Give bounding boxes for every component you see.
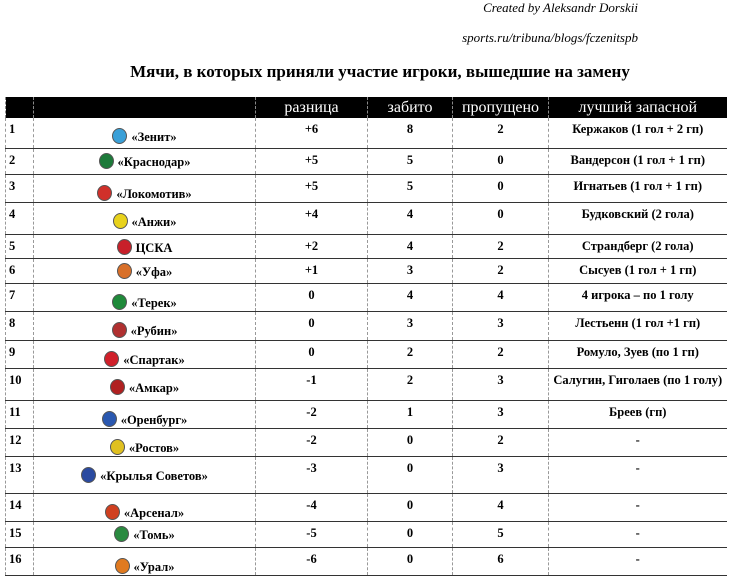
team-cell: [34, 118, 256, 148]
goals-scored: 2: [368, 368, 453, 400]
team-name: «Ростов»: [128, 440, 180, 455]
best-substitute: -: [549, 456, 727, 493]
rank: 8: [6, 311, 34, 340]
club-logo-icon: [112, 322, 127, 338]
team-name: «Локомотив»: [116, 186, 192, 201]
team-cell: [34, 493, 256, 521]
best-substitute: Лестьенн (1 гол +1 гп): [549, 311, 727, 340]
club-logo-icon: [117, 263, 132, 279]
goals-scored: 0: [368, 493, 453, 521]
team-name: «Крылья Советов»: [100, 468, 208, 483]
goals-conceded: 3: [453, 368, 549, 400]
table-row: [6, 521, 727, 547]
goal-diff: +4: [256, 202, 368, 234]
goals-conceded: 4: [453, 283, 549, 311]
table-row: [6, 258, 727, 283]
goals-conceded: 2: [453, 428, 549, 456]
team-name: «Краснодар»: [117, 154, 191, 169]
team-cell: [34, 311, 256, 340]
rank: 11: [6, 400, 34, 428]
goals-scored: 3: [368, 311, 453, 340]
best-substitute: Страндберг (2 гола): [549, 234, 727, 258]
team-name: «Рубин»: [130, 323, 178, 338]
best-substitute: -: [549, 428, 727, 456]
goal-diff: -5: [256, 521, 368, 547]
goal-diff: -2: [256, 428, 368, 456]
team-cell: [34, 148, 256, 174]
team-name: «Оренбург»: [120, 412, 188, 427]
table-row: [6, 148, 727, 174]
team-name: «Арсенал»: [123, 505, 185, 520]
best-substitute: -: [549, 493, 727, 521]
col-diff: разница: [256, 97, 368, 118]
author-credit: Created by Aleksandr Dorskii: [483, 0, 638, 15]
club-logo-icon: [117, 239, 132, 255]
table-row: [6, 311, 727, 340]
best-substitute: 4 игрока – по 1 голу: [549, 283, 727, 311]
best-substitute: Будковский (2 гола): [549, 202, 727, 234]
goal-diff: +6: [256, 118, 368, 148]
club-logo-icon: [112, 128, 127, 144]
goals-conceded: 3: [453, 311, 549, 340]
goals-scored: 8: [368, 118, 453, 148]
page-title: Мячи, в которых приняли участие игроки, вышедшие на замену: [130, 62, 630, 81]
table-row: [6, 234, 727, 258]
club-logo-icon: [81, 467, 96, 483]
best-substitute: -: [549, 547, 727, 575]
table-row: [6, 202, 727, 234]
goals-conceded: 4: [453, 493, 549, 521]
goals-scored: 5: [368, 148, 453, 174]
goals-scored: 2: [368, 340, 453, 368]
team-cell: [34, 234, 256, 258]
team-name: ЦСКА: [135, 240, 173, 255]
table-row: [6, 174, 727, 202]
best-substitute: Сысуев (1 гол + 1 гп): [549, 258, 727, 283]
team-cell: [34, 521, 256, 547]
team-cell: [34, 456, 256, 493]
goal-diff: 0: [256, 340, 368, 368]
table-row: [6, 547, 727, 575]
table-row: [6, 493, 727, 521]
team-name: «Зенит»: [131, 130, 177, 144]
goals-scored: 0: [368, 428, 453, 456]
goal-diff: -3: [256, 456, 368, 493]
team-name: «Урал»: [133, 559, 175, 574]
goal-diff: 0: [256, 311, 368, 340]
club-logo-icon: [113, 213, 128, 229]
rank: 14: [6, 493, 34, 521]
table-header: [6, 97, 727, 118]
team-name: «Уфа»: [135, 264, 173, 279]
blog-url: sports.ru/tribuna/blogs/fczenitspb: [462, 30, 638, 45]
table-row: [6, 118, 727, 148]
team-name: «Томь»: [133, 527, 175, 542]
club-logo-icon: [110, 379, 125, 395]
best-substitute: Кержаков (1 гол + 2 гп): [549, 118, 727, 148]
rank: 9: [6, 340, 34, 368]
goals-conceded: 2: [453, 340, 549, 368]
goals-scored: 5: [368, 174, 453, 202]
best-substitute: Салугин, Гиголаев (по 1 голу): [549, 368, 727, 400]
goals-scored: 4: [368, 234, 453, 258]
goal-diff: -4: [256, 493, 368, 521]
best-substitute: Игнатьев (1 гол + 1 гп): [549, 174, 727, 202]
team-cell: [34, 428, 256, 456]
table-row: [6, 340, 727, 368]
team-cell: [34, 368, 256, 400]
team-name: «Амкар»: [128, 380, 180, 395]
goal-diff: 0: [256, 283, 368, 311]
goals-conceded: 2: [453, 258, 549, 283]
goals-conceded: 0: [453, 174, 549, 202]
goals-conceded: 0: [453, 202, 549, 234]
club-logo-icon: [112, 294, 127, 310]
rank: 2: [6, 148, 34, 174]
club-logo-icon: [110, 439, 125, 455]
goals-conceded: 2: [453, 118, 549, 148]
goals-conceded: 6: [453, 547, 549, 575]
team-cell: [34, 174, 256, 202]
goals-scored: 4: [368, 202, 453, 234]
goal-diff: +1: [256, 258, 368, 283]
col-scored: забито: [368, 97, 453, 118]
goal-diff: -6: [256, 547, 368, 575]
best-substitute: Вандерсон (1 гол + 1 гп): [549, 148, 727, 174]
goals-scored: 4: [368, 283, 453, 311]
team-name: «Терек»: [131, 295, 177, 310]
goals-conceded: 3: [453, 456, 549, 493]
team-cell: [34, 547, 256, 575]
rank: 1: [6, 118, 34, 148]
col-conceded: пропущено: [453, 97, 549, 118]
goals-scored: 0: [368, 521, 453, 547]
team-cell: [34, 258, 256, 283]
goals-conceded: 2: [453, 234, 549, 258]
table-row: [6, 368, 727, 400]
rank: 10: [6, 368, 34, 400]
col-rank: [6, 97, 34, 118]
goals-scored: 1: [368, 400, 453, 428]
team-cell: [34, 202, 256, 234]
team-cell: [34, 283, 256, 311]
goal-diff: -2: [256, 400, 368, 428]
goal-diff: -1: [256, 368, 368, 400]
goals-conceded: 5: [453, 521, 549, 547]
rank: 15: [6, 521, 34, 547]
table-row: [6, 283, 727, 311]
goals-conceded: 0: [453, 148, 549, 174]
table-row: [6, 400, 727, 428]
col-team: [34, 97, 256, 118]
rank: 4: [6, 202, 34, 234]
team-cell: [34, 400, 256, 428]
best-substitute: Ромуло, Зуев (по 1 гп): [549, 340, 727, 368]
team-cell: [34, 340, 256, 368]
club-logo-icon: [99, 153, 114, 169]
rank: 6: [6, 258, 34, 283]
goals-conceded: 3: [453, 400, 549, 428]
club-logo-icon: [102, 411, 117, 427]
club-logo-icon: [105, 504, 120, 520]
goal-diff: +2: [256, 234, 368, 258]
club-logo-icon: [104, 351, 119, 367]
table-row: [6, 456, 727, 493]
substitutes-table: [5, 97, 727, 576]
team-name: «Анжи»: [131, 214, 177, 229]
club-logo-icon: [115, 558, 130, 574]
goals-scored: 0: [368, 456, 453, 493]
table-row: [6, 428, 727, 456]
rank: 12: [6, 428, 34, 456]
rank: 7: [6, 283, 34, 311]
rank: 16: [6, 547, 34, 575]
goals-scored: 3: [368, 258, 453, 283]
goal-diff: +5: [256, 148, 368, 174]
best-substitute: Бреев (гп): [549, 400, 727, 428]
rank: 3: [6, 174, 34, 202]
team-name: «Спартак»: [123, 352, 185, 367]
rank: 5: [6, 234, 34, 258]
goal-diff: +5: [256, 174, 368, 202]
club-logo-icon: [114, 526, 129, 542]
goals-scored: 0: [368, 547, 453, 575]
col-best-sub: лучший запасной: [549, 97, 727, 118]
best-substitute: -: [549, 521, 727, 547]
club-logo-icon: [97, 185, 112, 201]
rank: 13: [6, 456, 34, 493]
